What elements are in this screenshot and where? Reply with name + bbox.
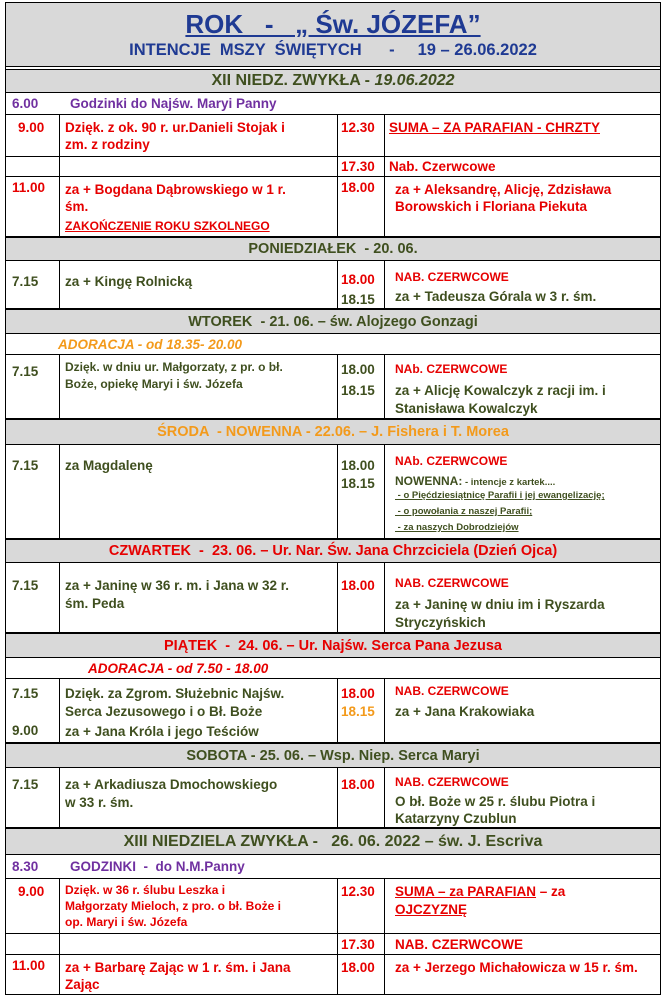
mass-time: 7.15 [12,364,39,379]
mass-intention: Borowskich i Floriana Piekuta [395,199,588,214]
page-title: ROK - „ Św. JÓZEFA” [185,8,481,39]
novena-label: NAB. CZERWCOWE [395,775,509,789]
list-item [6,855,660,879]
list-item [6,679,660,743]
mass-time: 9.00 [18,120,45,135]
mass-intention: Dzięk. z ok. 90 r. ur.Danieli Stojak i [65,120,285,135]
mass-time: 7.15 [12,777,39,792]
day-title: ŚRODA - NOWENNA - 22.06. – J. Fishera i T. Morea [157,424,509,440]
mass-time: 17.30 [341,937,375,952]
list-item [6,261,660,309]
mass-intention: za + Jana Krakowiaka [395,704,535,719]
tuesday-header [6,309,660,334]
adoration-note: ADORACJA - od 18.35- 20.00 [58,337,243,352]
mass-intention: za + Janinę w dniu im i Ryszarda [395,597,605,612]
list-item [6,355,660,419]
mass-intention: za + Jana Króla i jego Teściów [65,724,259,739]
mass-intention: w 33 r. śm. [65,795,134,810]
day-title: CZWARTEK - 23. 06. – Ur. Nar. Św. Jana Chrzciciela (Dzień Ojca) [108,543,558,559]
mass-intention: Dzięk. w 36 r. ślubu Leszka i [65,883,226,897]
schedule-frame [5,2,661,995]
list-item [6,177,660,237]
mass-intention: OJCZYZNĘ [395,902,468,917]
list-item [6,115,660,157]
mass-time: 6.00 [12,96,39,111]
mass-intention: za + Tadeusza Górala w 3 r. śm. [395,289,597,304]
mass-intention: Boże, opiekę Maryi i św. Józefa [65,377,243,391]
mass-time: 18.00 [341,686,375,701]
novena-intention: - o powołania z naszej Parafii; [395,506,533,517]
novena-label: NAB. CZERWCOWE [395,684,509,698]
mass-intention: GODZINKI - do N.M.Panny [70,859,245,874]
mass-intention: Stryczyńskich [395,615,486,630]
thursday-header [6,539,660,563]
day-title: WTOREK - 21. 06. – św. Alojzego Gonzagi [188,313,478,330]
suma-label: SUMA – za PARAFIAN [395,884,537,899]
list-item [6,563,660,633]
mass-intention: Zając [65,977,100,992]
saturday-header [6,743,660,768]
suma-rest: – za [536,884,566,899]
sunday-header [6,828,660,855]
monday-header [6,237,660,261]
mass-intention: za + Kingę Rolnicką [65,274,193,289]
mass-intention: Małgorzaty Mieloch, z pro. o bł. Boże i [65,899,282,913]
mass-intention: Godzinki do Najśw. Maryi Panny [70,96,277,111]
mass-time: 9.00 [12,723,39,738]
adoration-row [6,334,660,355]
list-item [6,157,660,177]
mass-intention: Dzięk. w dniu ur. Małgorzaty, z pr. o bł. [65,360,283,374]
mass-intention: za + Barbarę Zając w 1 r. śm. i Jana [65,960,291,975]
mass-intention: NAB. CZERWCOWE [395,937,523,952]
page-header [6,3,660,67]
list-item [6,768,660,828]
sunday-date: 19.06.2022 [374,72,455,89]
mass-time: 11.00 [12,958,46,973]
mass-intention: Serca Jezusowego i o Bł. Boże [65,704,263,719]
mass-time: 17.30 [341,159,375,174]
sunday-title: XII NIEDZ. ZWYKŁA - [211,72,375,89]
mass-time: 18.15 [341,292,375,307]
page-subtitle: INTENCJE MSZY ŚWIĘTYCH - 19 – 26.06.2022 [129,40,537,59]
list-item [6,955,660,995]
mass-time: 11.00 [12,180,46,195]
novena-subtitle: - intencje z kartek.... [462,477,556,488]
day-title: PIĄTEK - 24. 06. – Ur. Najśw. Serca Pana Jezusa [164,637,502,654]
mass-time: 18.00 [341,578,375,593]
friday-header [6,633,660,658]
mass-intention: Nab. Czerwcowe [389,159,496,174]
mass-intention: za Magdalenę [65,458,153,473]
mass-time: 7.15 [12,578,39,593]
school-year-end-note: ZAKOŃCZENIE ROKU SZKOLNEGO [65,219,270,233]
mass-time: 18.00 [341,180,375,195]
mass-intention: Katarzyny Czublun [395,811,517,826]
sunday-header [6,69,660,93]
mass-intention: op. Maryi i św. Józefa [65,915,188,929]
novena-intention: - za naszych Dobrodziejów [395,522,519,533]
mass-time: 18.00 [341,362,375,377]
mass-time: 18.00 [341,272,375,287]
day-title: PONIEDZIAŁEK - 20. 06. [248,241,418,257]
mass-time: 18.15 [341,704,375,719]
novena-label: NAB. CZERWCOWE [395,576,509,590]
adoration-note: ADORACJA - od 7.50 - 18.00 [88,661,269,676]
mass-intention: za + Jerzego Michałowicza w 15 r. śm. [395,960,638,975]
list-item [6,934,660,955]
mass-time: 18.15 [341,476,375,491]
mass-intention: za + Aleksandrę, Alicję, Zdzisława [395,182,612,197]
mass-time: 7.15 [12,458,39,473]
list-item [6,879,660,934]
mass-intention: za + Janinę w 36 r. m. i Jana w 32 r. [65,578,289,593]
mass-time: 18.00 [341,777,375,792]
novena-intention: - o Pięćdziesiątnicę Parafii i jej ewangelizację; [395,490,605,501]
mass-time: 12.30 [341,120,375,135]
mass-time: 18.00 [341,960,375,975]
mass-intention [395,883,565,900]
novena-label: NAb. CZERWCOWE [395,454,508,468]
mass-intention: śm. Peda [65,596,125,611]
mass-time: 7.15 [12,274,39,289]
sunday-title: XIII NIEDZIELA ZWYKŁA - 26. 06. 2022 – św. J. Escriva [123,832,543,850]
adoration-row [6,658,660,679]
list-item [6,93,660,115]
mass-intention: śm. [65,199,89,214]
list-item [6,445,660,539]
novena-title: NOWENNA: [395,474,463,488]
mass-intention: O bł. Boże w 25 r. ślubu Piotra i [395,794,596,809]
wednesday-header [6,419,660,445]
mass-time: 8.30 [12,859,39,874]
mass-time: 18.00 [341,458,375,473]
mass-intention: Stanisława Kowalczyk [395,401,538,416]
mass-intention: za + Arkadiusza Dmochowskiego [65,777,278,792]
mass-time: 12.30 [341,884,375,899]
novena-label: NAb. CZERWCOWE [395,362,508,376]
mass-intention: za + Bogdana Dąbrowskiego w 1 r. [65,182,286,197]
mass-time: 7.15 [12,686,39,701]
mass-intention: SUMA – ZA PARAFIAN - CHRZTY [389,120,600,135]
mass-time: 9.00 [18,884,45,899]
novena-intention [395,472,555,490]
mass-intention: za + Alicję Kowalczyk z racji im. i [395,383,606,398]
mass-intention: zm. z rodziny [65,137,150,152]
day-title: SOBOTA - 25. 06. – Wsp. Niep. Serca Maryi [186,747,480,764]
mass-time: 18.15 [341,383,375,398]
novena-label: NAB. CZERWCOWE [395,270,509,284]
mass-intention: Dzięk. za Zgrom. Służebnic Najśw. [65,686,285,701]
